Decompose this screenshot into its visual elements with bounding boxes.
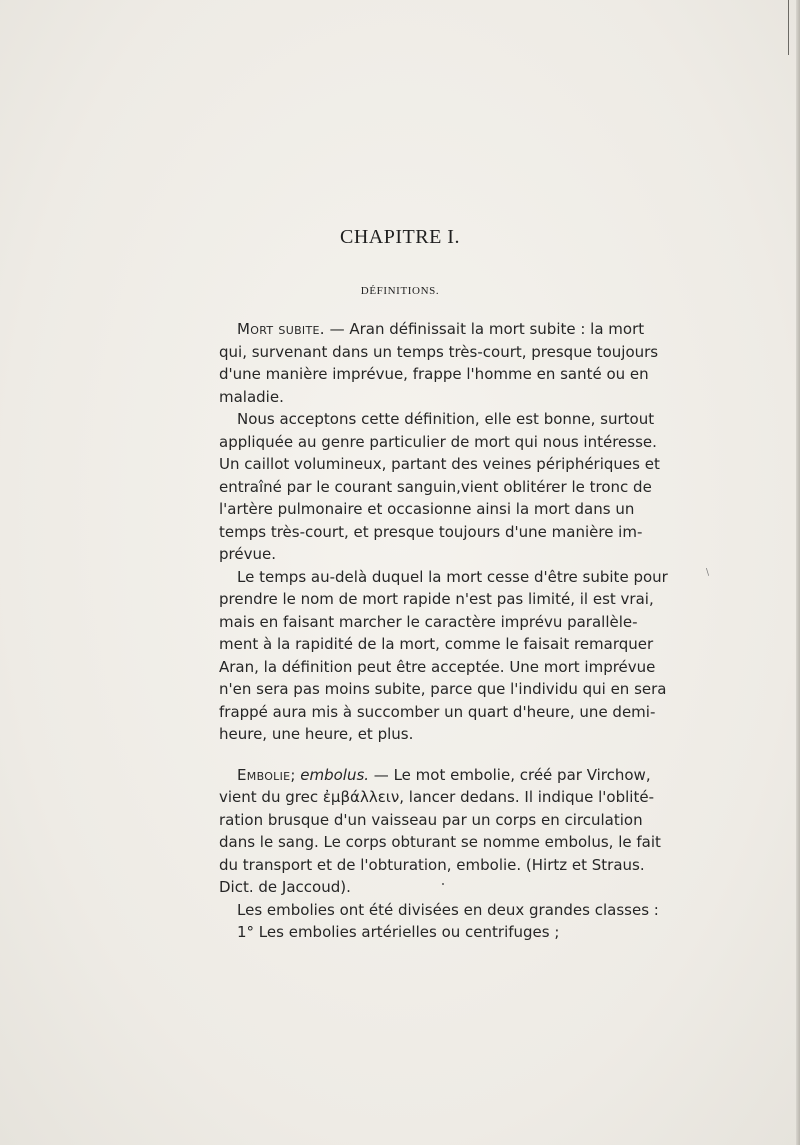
- ink-dot: [442, 883, 444, 885]
- text-line: n'en sera pas moins subite, parce que l'individu qui en sera: [219, 680, 667, 698]
- body-text: [219, 318, 668, 944]
- text-line: Les embolies ont été divisées en deux grandes classes :: [237, 900, 659, 919]
- term-mort-subite: Mort subite.: [237, 320, 325, 338]
- text-line: vient du grec ἐμβάλλειν, lancer dedans. Il indique l'oblité-: [219, 788, 654, 806]
- text-line: Embolie; embolus. — Le mot embolie, créé par Virchow,: [237, 765, 651, 784]
- text-line: entraîné par le courant sanguin,vient oblitérer le tronc de: [219, 477, 652, 496]
- text-line: Dict. de Jaccoud).: [219, 878, 351, 896]
- section-title: DÉFINITIONS.: [360, 285, 440, 297]
- text-line: prendre le nom de mort rapide n'est pas limité, il est vrai,: [219, 590, 654, 608]
- text-line: qui, survenant dans un temps très-court, presque toujours: [219, 342, 659, 361]
- text-line: temps très-court, et presque toujours d'une manière im-: [219, 522, 643, 541]
- text-line: Le temps au-delà duquel la mort cesse d'être subite pour: [237, 567, 668, 586]
- term-embolus: embolus.: [300, 765, 370, 784]
- paragraph-gap: [219, 746, 622, 764]
- text-line: dans le sang. Le corps obturant se nomme embolus, le fait: [219, 833, 661, 851]
- text-line: frappé aura mis à succomber un quart d'heure, une demi-: [219, 702, 656, 721]
- page-edge-shadow: [796, 0, 800, 1145]
- stray-mark: \: [706, 568, 710, 578]
- text-line: maladie.: [219, 387, 284, 406]
- text-line: Mort subite. — Aran définissait la mort subite : la mort: [237, 320, 645, 338]
- text-line: 1° Les embolies artérielles ou centrifuges ;: [237, 923, 560, 941]
- text-line: Aran, la définition peut être acceptée. Une mort imprévue: [219, 657, 656, 676]
- text-line: du transport et de l'obturation, embolie. (Hirtz et Straus.: [219, 855, 645, 874]
- term-embolie: Embolie: [237, 765, 291, 784]
- text-line: Nous acceptons cette définition, elle est bonne, surtout: [237, 410, 655, 428]
- text-line: ment à la rapidité de la mort, comme le faisait remarquer: [219, 635, 654, 653]
- text-line: Un caillot volumineux, partant des veines périphériques et: [219, 455, 660, 473]
- text-line: heure, une heure, et plus.: [219, 725, 414, 743]
- page-edge-line: [788, 0, 789, 55]
- text-line: ration brusque d'un vaisseau par un corps en circulation: [219, 810, 643, 829]
- text-line: l'artère pulmonaire et occasionne ainsi la mort dans un: [219, 500, 635, 518]
- text-line: d'une manière imprévue, frappe l'homme en santé ou en: [219, 365, 649, 383]
- chapter-title: CHAPITRE I.: [340, 226, 460, 248]
- text-line: mais en faisant marcher le caractère imprévu parallèle-: [219, 612, 638, 631]
- text-line: appliquée au genre particulier de mort qui nous intéresse.: [219, 432, 657, 451]
- text-line: prévue.: [219, 545, 276, 563]
